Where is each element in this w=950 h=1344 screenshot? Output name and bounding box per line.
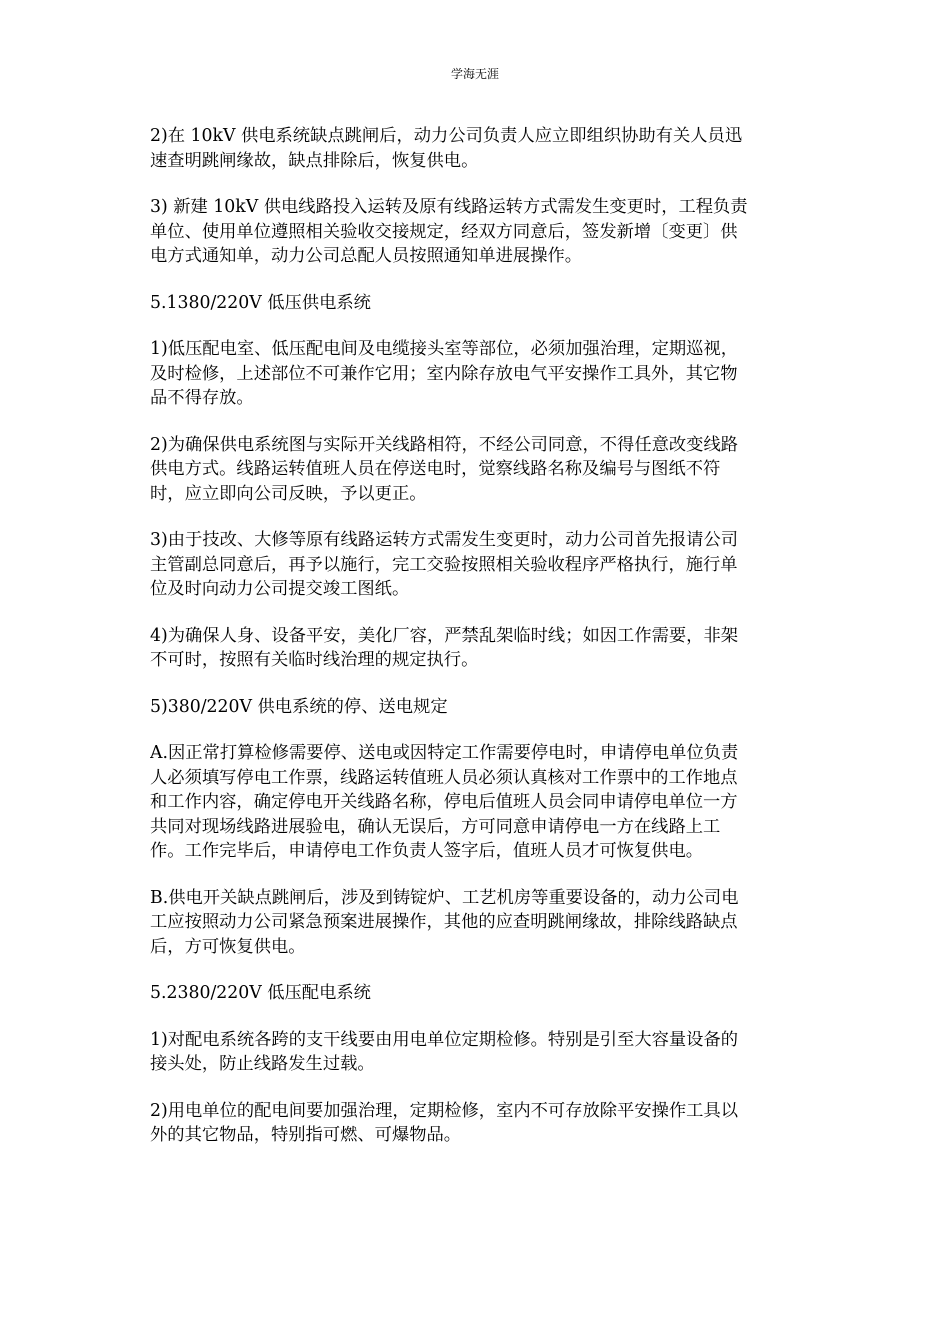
paragraph-line: 5.2380/220V 低压配电系统 [150,983,371,1003]
paragraph-line: 供电方式。线路运转值班人员在停送电时，觉察线路名称及编号与图纸不符 [150,459,721,479]
paragraph [150,124,802,173]
paragraph-line: 2)在 10kV 供电系统缺点跳闸后，动力公司负责人应立即组织协助有关人员迅 [150,126,743,146]
paragraph [150,337,802,411]
paragraph-line: 2)为确保供电系统图与实际开关线路相符，不经公司同意，不得任意改变线路 [150,434,739,455]
paragraph [150,624,802,673]
paragraph-line: 不可时，按照有关临时线治理的规定执行。 [150,650,479,670]
document-body [150,124,802,1170]
paragraph-line: 单位、使用单位遵照相关验收交接规定，经双方同意后，签发新增〔变更〕供 [150,221,738,242]
paragraph [150,528,802,602]
paragraph-line: 工应按照动力公司紧急预案进展操作，其他的应查明跳闸缘故，排除线路缺点 [150,912,738,932]
paragraph [150,1099,802,1148]
paragraph-line: 作。工作完毕后，申请停电工作负责人签字后，值班人员才可恢复供电。 [150,841,704,861]
paragraph-line: 共同对现场线路进展验电，确认无误后，方可同意申请停电一方在线路上工 [150,816,721,837]
paragraph-line: 速查明跳闸缘故，缺点排除后，恢复供电。 [150,150,479,171]
paragraph-line: 5.1380/220V 低压供电系统 [150,292,371,313]
paragraph-line: 外的其它物品，特别指可燃、可爆物品。 [150,1125,462,1145]
paragraph [150,195,802,269]
paragraph [150,886,802,960]
paragraph [150,981,802,1006]
paragraph-line: 1)对配电系统各跨的支干线要由用电单位定期检修。特别是引至大容量设备的 [150,1029,739,1050]
paragraph-line: 电方式通知单，动力公司总配人员按照通知单进展操作。 [150,246,583,266]
paragraph-line: 接头处，防止线路发生过载。 [150,1054,375,1074]
paragraph-line: 1)低压配电室、低压配电间及电缆接头室等部位，必须加强治理，定期巡视， [150,339,739,359]
paragraph-line: 品不得存放。 [150,388,254,408]
paragraph-line: B.供电开关缺点跳闸后，涉及到铸锭炉、工艺机房等重要设备的，动力公司电 [150,887,739,908]
page-header: 学海无涯 [450,67,499,81]
paragraph [150,741,802,864]
paragraph-line: 时，应立即向公司反映，予以更正。 [150,483,427,504]
paragraph [150,695,802,720]
paragraph [150,433,802,507]
paragraph-line: 后，方可恢复供电。 [150,936,306,957]
paragraph-line: 2)用电单位的配电间要加强治理，定期检修，室内不可存放除平安操作工具以 [150,1100,739,1121]
paragraph [150,291,802,316]
paragraph-line: 位及时向动力公司提交竣工图纸。 [150,579,410,599]
paragraph-line: 人必须填写停电工作票，线路运转值班人员必须认真核对工作票中的工作地点 [150,767,738,788]
paragraph [150,1028,802,1077]
paragraph-line: 3) 新建 10kV 供电线路投入运转及原有线路运转方式需发生变更时，工程负责 [150,197,748,217]
paragraph-line: 3)由于技改、大修等原有线路运转方式需发生变更时，动力公司首先报请公司 [150,530,739,550]
paragraph-line: 主管副总同意后，再予以施行，完工交验按照相关验收程序严格执行，施行单 [150,554,738,575]
paragraph-line: 5)380/220V 供电系统的停、送电规定 [150,696,448,717]
paragraph-line: 4)为确保人身、设备平安，美化厂容，严禁乱架临时线；如因工作需要，非架 [150,625,739,646]
paragraph-line: 和工作内容，确定停电开关线路名称，停电后值班人员会同申请停电单位一方 [150,792,738,812]
paragraph-line: A.因正常打算检修需要停、送电或因特定工作需要停电时，申请停电单位负责 [150,743,739,763]
paragraph-line: 及时检修，上述部位不可兼作它用；室内除存放电气平安操作工具外，其它物 [150,363,738,384]
